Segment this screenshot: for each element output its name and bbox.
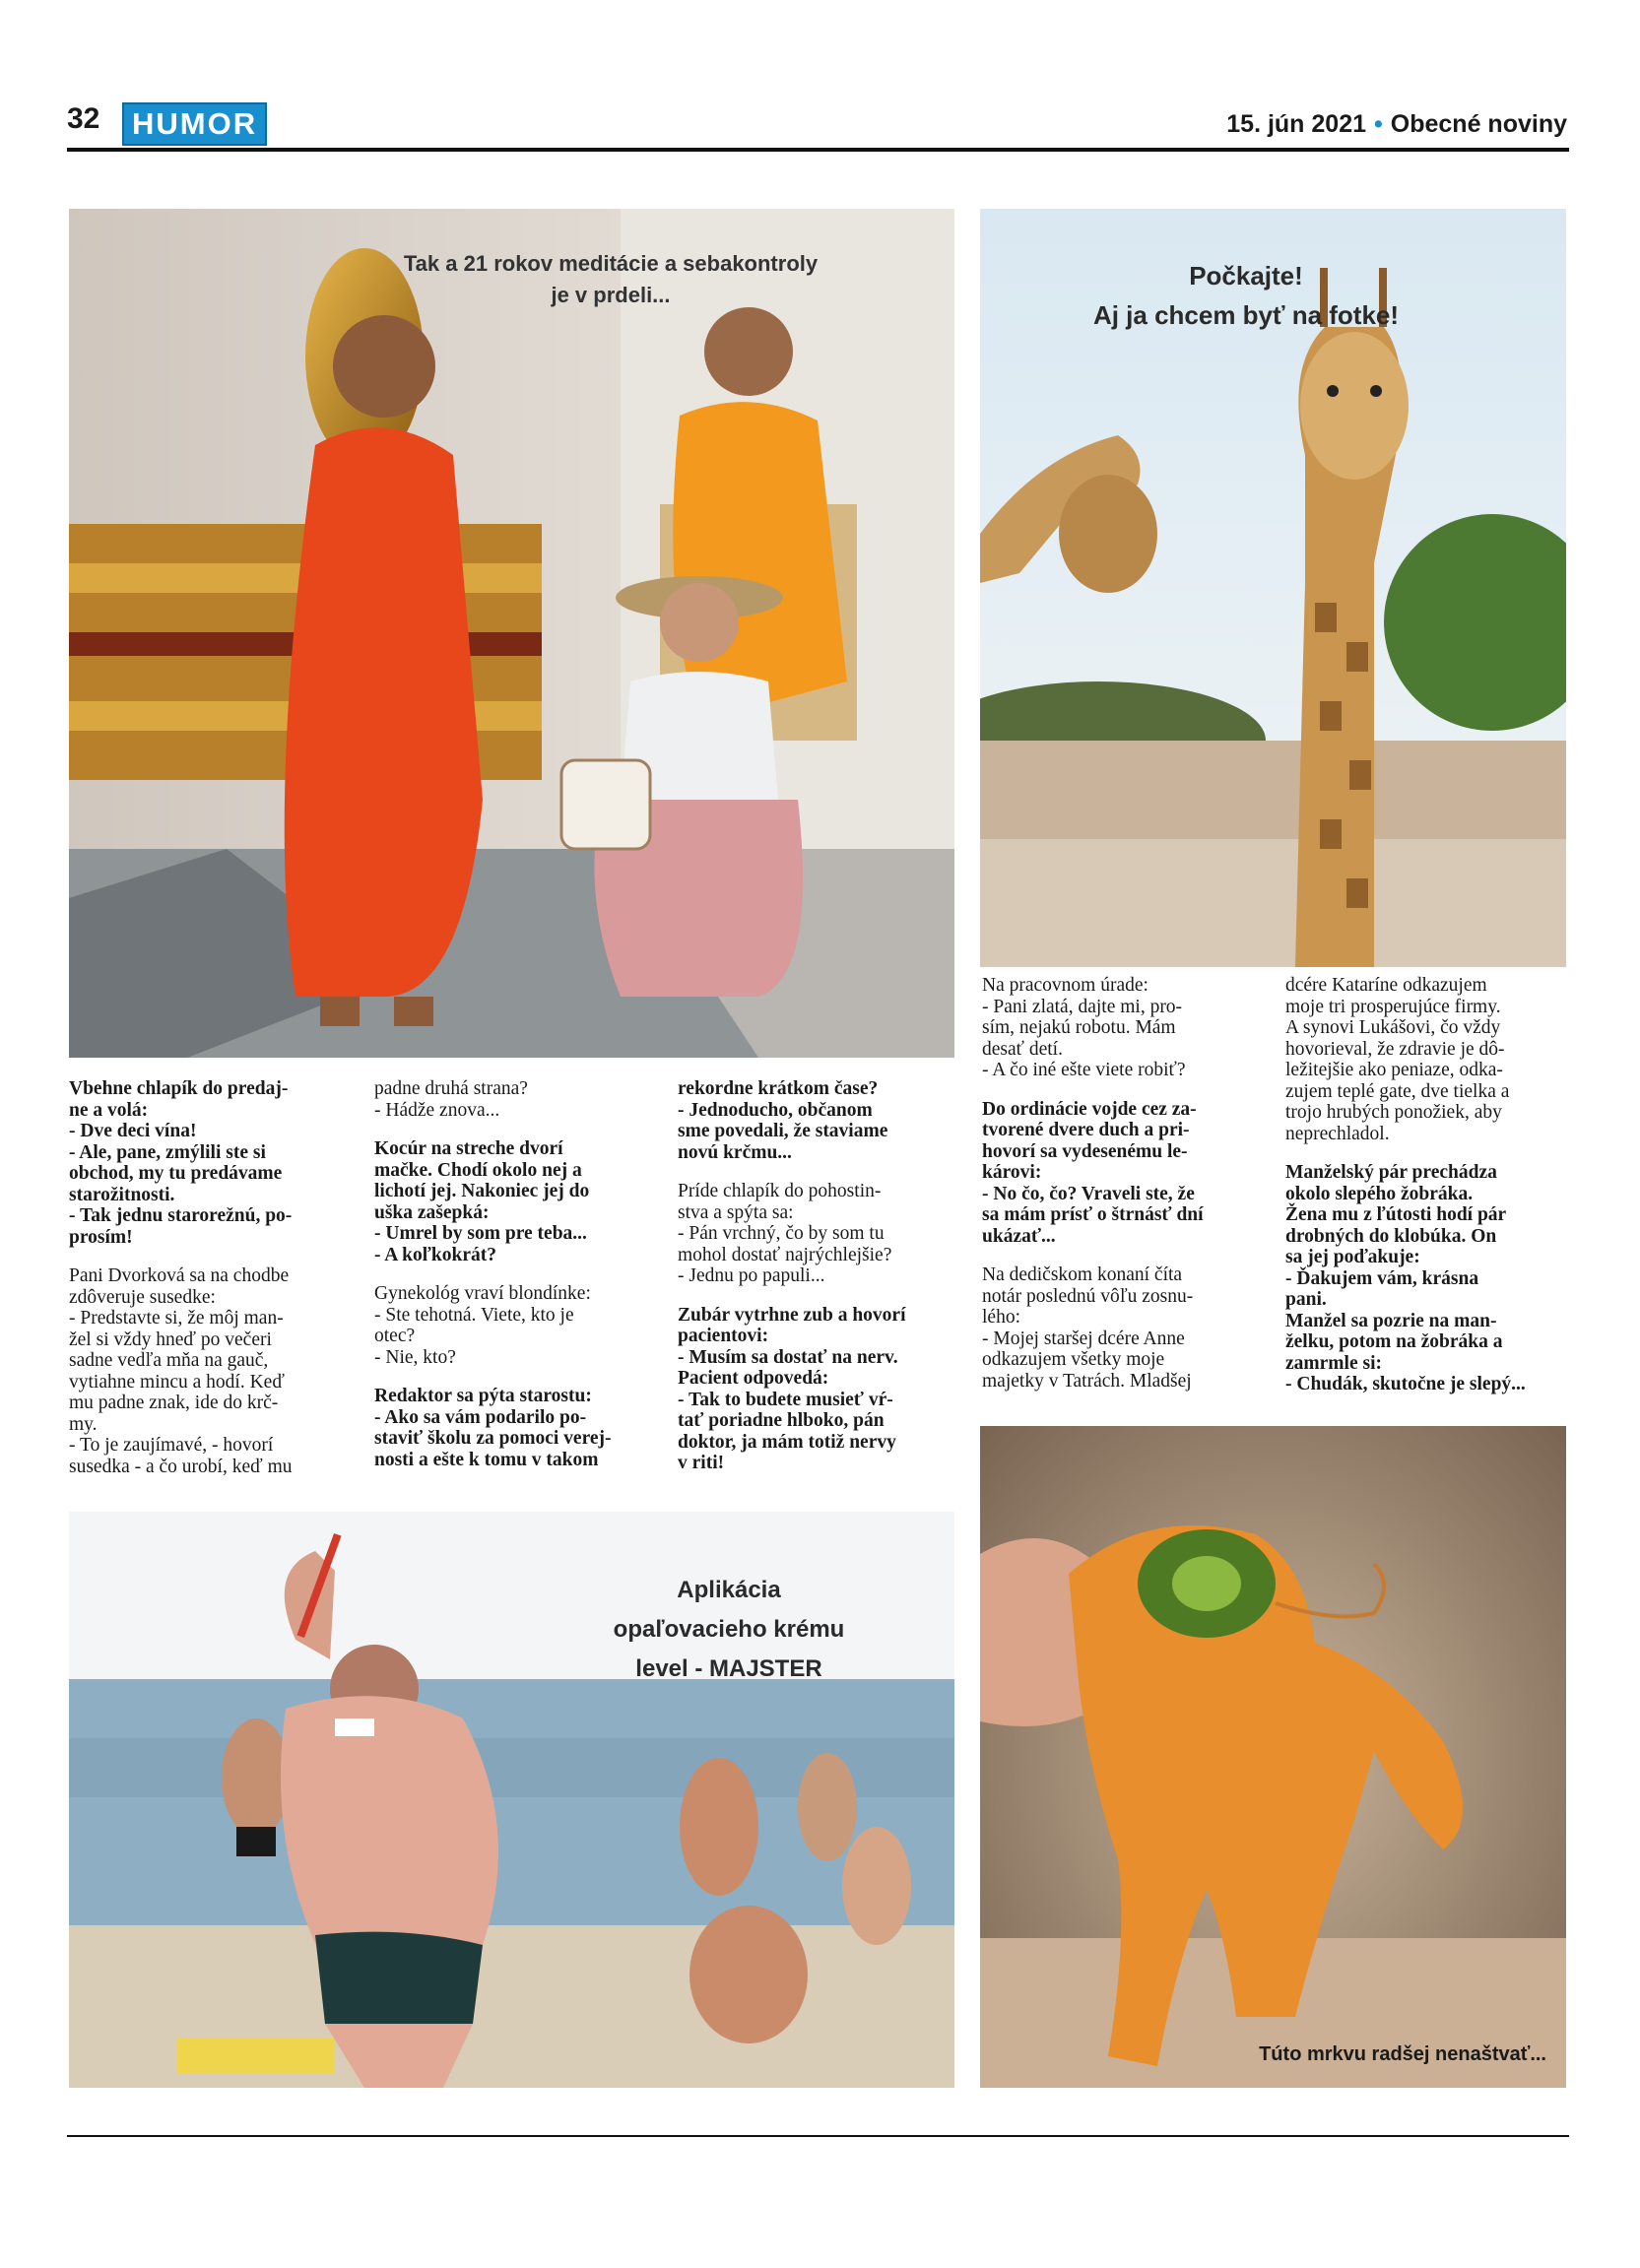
text-line: - Dve deci vína! (69, 1121, 197, 1141)
text-line: Manžel sa pozrie na man- (1285, 1310, 1497, 1331)
text-line: majetky v Tatrách. Mladšej (982, 1370, 1192, 1392)
joke-column-2 (374, 1078, 652, 1488)
joke-job-office (982, 975, 1260, 1081)
text-line: starožitnosti. (69, 1184, 175, 1205)
text-line: stva a spýta sa: (678, 1201, 794, 1223)
text-line: Pacient odpovedá: (678, 1368, 829, 1389)
text-line: Pani Dvorková sa na chodbe (69, 1265, 290, 1286)
text-line: Na pracovnom úrade: (982, 975, 1148, 996)
joke-dentist (678, 1305, 955, 1474)
text-line: Manželský pár prechádza (1285, 1162, 1497, 1183)
text-line: - Ako sa vám podarilo po- (374, 1406, 587, 1428)
text-line: Zubár vytrhne zub a hovorí (678, 1304, 906, 1326)
text-line: zdôveruje susedke: (69, 1286, 216, 1308)
section-label: HUMOR (122, 102, 267, 146)
text-line: Do ordinácie vojde cez za- (982, 1098, 1197, 1120)
carrot-caption-line1: Túto mrkvu radšej nenaštvať... (1259, 2043, 1546, 2065)
joke-antiques (69, 1078, 347, 1248)
separator-dot-icon: • (1374, 110, 1383, 138)
text-line: otec? (374, 1326, 416, 1346)
text-line: želku, potom na žobráka a (1285, 1331, 1503, 1352)
text-line: Príde chlapík do pohostin- (678, 1181, 882, 1201)
text-line: - A čo iné ešte viete robiť? (982, 1060, 1186, 1080)
text-line: mohol dostať najrýchlejšie? (678, 1244, 892, 1265)
text-line: padne druhá strana? (374, 1078, 528, 1099)
masthead-right (1226, 110, 1567, 139)
joke-mayor (374, 1386, 652, 1470)
text-line: dcére Kataríne odkazujem (1285, 975, 1487, 996)
text-line: ne a volá: (69, 1099, 149, 1121)
text-line: my. (69, 1413, 98, 1435)
text-line: staviť školu za pomoci verej- (374, 1428, 612, 1449)
joke-inheritance (982, 1264, 1260, 1392)
joke-gynecologist (374, 1283, 652, 1368)
text-line: hovorieval, že zdravie je dô- (1285, 1038, 1505, 1060)
text-line: zujem teplé gate, dve tielka a (1285, 1080, 1510, 1102)
text-line: sadne vedľa mňa na gauč, (69, 1350, 269, 1371)
joke-column-5 (1285, 975, 1566, 1413)
text-line: Kocúr na streche dvorí (374, 1138, 563, 1159)
text-line: Gynekológ vraví blondínke: (374, 1283, 591, 1304)
text-line: lichotí jej. Nakoniec jej do (374, 1181, 590, 1201)
text-line: - Pán vrchný, čo by som tu (678, 1223, 885, 1244)
giraffes-caption-line1: Počkajte! (1189, 261, 1303, 291)
text-line: Na dedičskom konaní číta (982, 1264, 1183, 1285)
text-line: pacientovi: (678, 1326, 769, 1346)
beach-photo (69, 1512, 954, 2088)
text-line: sa mám prísť o štrnásť dní (982, 1204, 1204, 1225)
page-number: 32 (67, 102, 100, 135)
text-line: v riti! (678, 1453, 725, 1473)
text-line: - A koľkokrát? (374, 1244, 496, 1265)
monks-illustration (69, 209, 954, 1058)
joke-coin-toss-end (374, 1078, 652, 1121)
joke-coin-toss (69, 1265, 347, 1477)
text-line: hovorí sa vydesenému le- (982, 1140, 1188, 1162)
text-line: - Hádže znova... (374, 1099, 500, 1121)
beach-caption-line2: opaľovacieho krému (613, 1616, 845, 1643)
beach-caption-line3: level - MAJSTER (635, 1655, 822, 1682)
text-line: - Musím sa dostať na nerv. (678, 1346, 898, 1368)
text-line: doktor, ja mám totiž nervy (678, 1431, 896, 1453)
monks-caption (364, 248, 857, 311)
giraffes-caption (1039, 256, 1453, 335)
text-line: - Jednu po papuli... (678, 1265, 825, 1286)
header-rule (67, 148, 1569, 152)
issue-date: 15. jún 2021 (1226, 110, 1367, 138)
text-line: rekordne krátkom čase? (678, 1078, 879, 1099)
carrot-illustration (980, 1426, 1566, 2088)
text-line: ležitejšie ako peniaze, odka- (1285, 1060, 1503, 1080)
text-line: mu padne znak, ide do krč- (69, 1393, 279, 1413)
text-line: trojo hrubých ponožiek, aby (1285, 1102, 1502, 1123)
text-line: - To je zaujímavé, - hovorí (69, 1435, 274, 1456)
text-line: odkazujem všetky moje (982, 1349, 1165, 1370)
text-line: tvorené dvere duch a pri- (982, 1120, 1190, 1140)
text-line: A synovi Lukášovi, čo vždy (1285, 1017, 1501, 1038)
text-line: drobných do klobúka. On (1285, 1225, 1497, 1247)
text-line: - Umrel by som pre teba... (374, 1223, 587, 1244)
text-line: vytiahne mincu a hodí. Keď (69, 1371, 285, 1393)
text-line: notár poslednú vôľu zosnu- (982, 1285, 1194, 1307)
monks-caption-line2: je v prdeli... (551, 283, 671, 307)
publication-name: Obecné noviny (1390, 110, 1567, 138)
footer-rule (67, 2135, 1569, 2137)
carrot-caption (1192, 2041, 1546, 2067)
text-line: - Predstavte si, že môj man- (69, 1308, 284, 1328)
text-line: susedka - a čo urobí, keď mu (69, 1456, 293, 1477)
giraffes-photo (980, 209, 1566, 967)
beach-caption (581, 1571, 877, 1689)
joke-column-3 (678, 1078, 955, 1492)
text-line: neprechladol. (1285, 1123, 1390, 1144)
text-line: sa jej poďakuje: (1285, 1247, 1420, 1267)
text-line: - Pani zlatá, dajte mi, pro- (982, 996, 1183, 1017)
joke-inheritance-end (1285, 975, 1566, 1144)
monks-photo (69, 209, 954, 1058)
text-line: desať detí. (982, 1038, 1063, 1060)
joke-cat (374, 1138, 652, 1265)
text-line: novú krčmu... (678, 1141, 792, 1163)
text-line: - Mojej staršej dcére Anne (982, 1328, 1185, 1349)
beach-caption-line1: Aplikácia (677, 1577, 781, 1603)
monks-caption-line1: Tak a 21 rokov meditácie a sebakontroly (403, 251, 819, 276)
text-line: - Jednoducho, občanom (678, 1099, 873, 1121)
text-line: - Tak to budete musieť vŕ- (678, 1389, 893, 1410)
text-line: nosti a ešte k tomu v takom (374, 1449, 599, 1470)
text-line: Redaktor sa pýta starostu: (374, 1386, 592, 1406)
text-line: moje tri prosperujúce firmy. (1285, 996, 1501, 1017)
text-line: károvi: (982, 1162, 1042, 1183)
joke-mayor-end (678, 1078, 955, 1163)
text-line: sme povedali, že staviame (678, 1121, 888, 1141)
joke-ghost (982, 1099, 1260, 1248)
text-line: - Chudák, skutočne je slepý... (1285, 1374, 1526, 1394)
joke-column-4 (982, 975, 1260, 1409)
text-line: - No čo, čo? Vraveli ste, že (982, 1183, 1195, 1204)
text-line: prosím! (69, 1226, 133, 1248)
text-line: mačke. Chodí okolo nej a (374, 1159, 582, 1181)
joke-column-1 (69, 1078, 347, 1495)
text-line: uška zašepká: (374, 1201, 490, 1223)
carrot-photo (980, 1426, 1566, 2088)
text-line: Žena mu z ľútosti hodí pár (1285, 1204, 1507, 1225)
joke-waiter (678, 1181, 955, 1287)
giraffes-caption-line2: Aj ja chcem byť na fotke! (1092, 300, 1400, 330)
joke-blind-beggar (1285, 1162, 1566, 1395)
text-line: obchod, my tu predávame (69, 1163, 283, 1184)
text-line: lého: (982, 1307, 1020, 1328)
text-line: tať poriadne hlboko, pán (678, 1410, 885, 1431)
text-line: ukázať... (982, 1225, 1056, 1247)
text-line: sím, nejakú robotu. Mám (982, 1017, 1176, 1038)
text-line: žel si vždy hneď po večeri (69, 1328, 272, 1350)
text-line: pani. (1285, 1289, 1327, 1310)
text-line: - Tak jednu starorežnú, po- (69, 1205, 293, 1226)
text-line: Vbehne chlapík do predaj- (69, 1078, 289, 1099)
text-line: okolo slepého žobráka. (1285, 1183, 1474, 1204)
text-line: zamrmle si: (1285, 1352, 1382, 1374)
text-line: - Ďakujem vám, krásna (1285, 1267, 1479, 1289)
text-line: - Ale, pane, zmýlili ste si (69, 1141, 266, 1163)
text-line: - Nie, kto? (374, 1346, 456, 1368)
text-line: - Ste tehotná. Viete, kto je (374, 1304, 574, 1326)
